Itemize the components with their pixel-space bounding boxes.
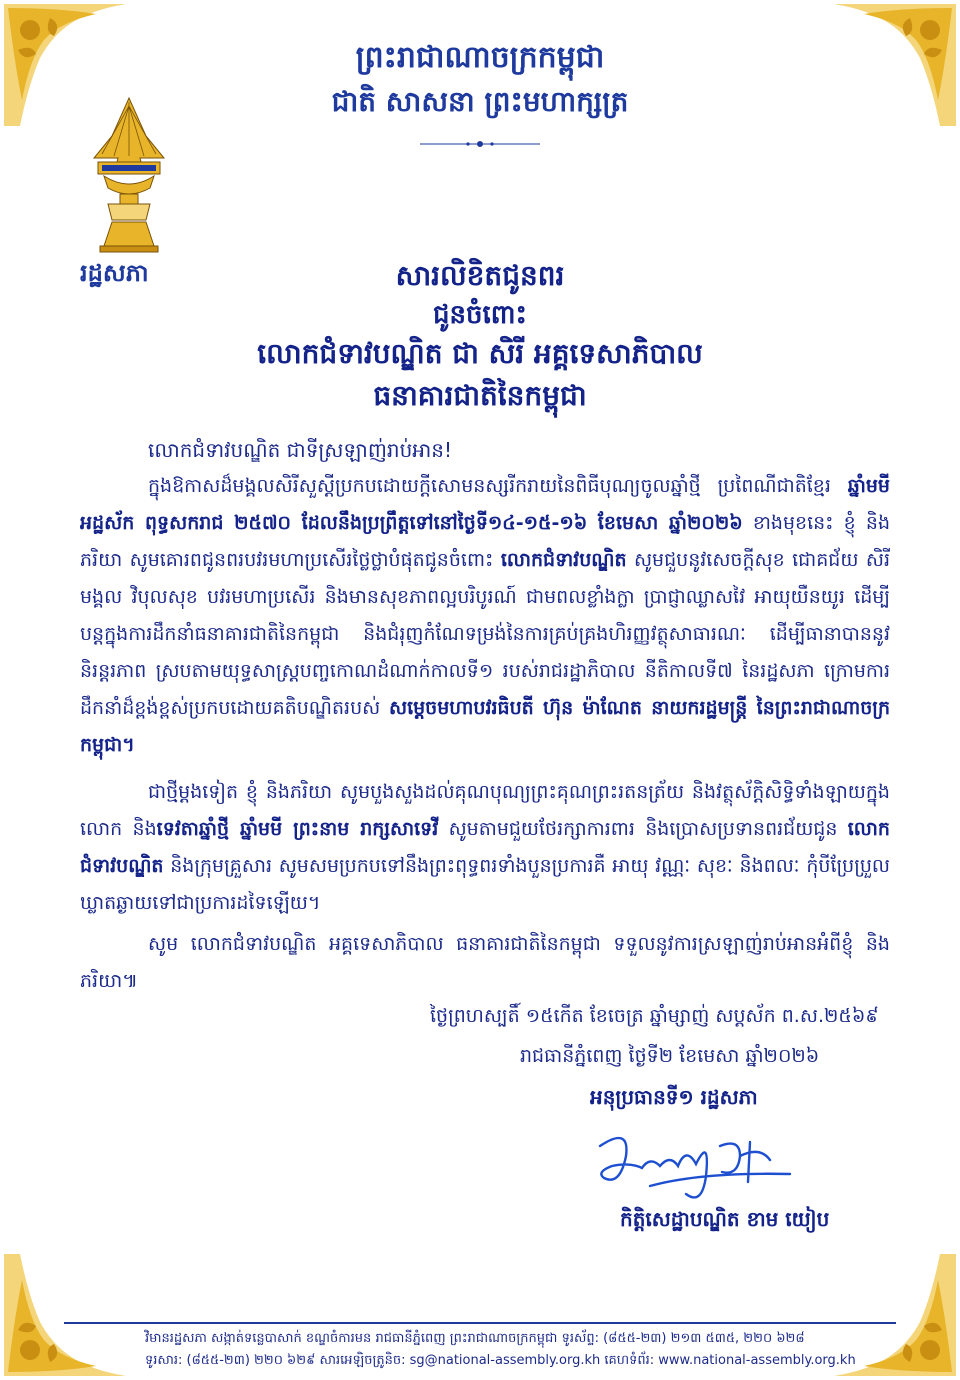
lunar-date: ថ្ងៃព្រហស្បតិ៍ ១៥កើត ខែចេត្រ ឆ្នាំម្សាញ់ សប្តស័ក ព.ស.២៥៦៩ bbox=[430, 1005, 879, 1027]
signature-icon bbox=[590, 1116, 810, 1216]
text-run-bold: ឆ្នាំមមី អដ្ឋស័ក ពុទ្ធសករាជ ២៥៧០ ដែលនឹងប្រព្រឹត្តទៅនៅថ្ងៃទី១៤-១៥-១៦ ខែមេសា ឆ្នាំ២០២៦ bbox=[80, 475, 890, 534]
paragraph-3: សូម លោកជំទាវបណ្ឌិត អគ្គទេសាភិបាល ធនាគារជាតិនៃកម្ពុជា ទទួលនូវការស្រឡាញ់រាប់អានអំពីខ្ញុំ និងភរិយា៕ bbox=[80, 933, 890, 992]
footer-contact: ទូរសារ: (៨៥៥-២៣) ២២០ ៦២៩ សារអេឡិចត្រូនិច: sg@national-assembly.org.kh គេហទំព័រ: www.national-assembly.org.kh bbox=[145, 1353, 856, 1368]
addressee-name: លោកជំទាវបណ្ឌិត ជា សិរី អគ្គទេសាភិបាល bbox=[257, 337, 703, 370]
text-run: សូមជួបនូវសេចក្តីសុខ ជោគជ័យ សិរីមង្គល វិបុលសុខ បវរមហាប្រសើរ និងមានសុខភាពល្អបរិបូរណ៍ ជាមពលខ្លាំងក្លា ប្រាជ្ញាឈ្លាសវៃ អាយុយឺនយូរ ដើម្បីបន្តក្នុងការដឹកនាំធនាគារជាតិនៃកម្ពុជា និងជំរុញកំណែទម្រង់នៃការគ្រប់គ្រងហិរញ្ញវត្ថុសាធារណៈ ដើម្បីធានាបាននូវនិរន្តរភាព ស្របតាមយុទ្ធសាស្ត្របញ្ចកោណដំណាក់កាលទី១ របស់រាជរដ្ឋាភិបាល នីតិកាលទី៧ នៃរដ្ឋសភា ក្រោមការដឹកនាំដ៏ខ្ពង់ខ្ពស់ប្រកបដោយគតិបណ្ឌិតរបស់ bbox=[80, 549, 890, 719]
text-run: និងក្រុមគ្រួសារ សូមសមប្រកបទៅនឹងព្រះពុទ្ធពរទាំងបួនប្រការគឺ អាយុ វណ្ណៈ សុខៈ និងពលៈ កុំបីប្រែប្រួលឃ្លាតឆ្ងាយទៅជាប្រការដទៃឡើយ។ bbox=[80, 855, 890, 914]
text-run: ខាងមុខនេះ ខ្ញុំ និងភរិយា សូមគោរពជូនពរបវរមហាប្រសើរថ្លៃថ្លាបំផុតជូនចំពោះ bbox=[80, 512, 891, 571]
addressee-intro: ជូនចំពោះ bbox=[433, 300, 527, 330]
text-run: សូមតាមជួយថែរក្សាការពារ និងប្រោសប្រទានពរជ័យជូន bbox=[438, 818, 848, 840]
addressee-institution: ធនាគារជាតិនៃកម្ពុជា bbox=[373, 379, 587, 412]
signer-role: អនុប្រធានទី១ រដ្ឋសភា bbox=[590, 1085, 758, 1109]
text-run-bold: លោកជំទាវបណ្ឌិត bbox=[80, 818, 890, 877]
ornament-divider-icon bbox=[420, 140, 540, 148]
paragraph-1 bbox=[80, 468, 890, 764]
text-run-bold: លោកជំទាវបណ្ឌិត bbox=[500, 549, 627, 571]
kingdom-title: ព្រះរាជាណាចក្រកម្ពុជា bbox=[355, 40, 605, 75]
corner-ornament-icon bbox=[0, 1250, 130, 1380]
national-motto: ជាតិ សាសនា ព្រះមហាក្សត្រ bbox=[331, 85, 629, 118]
footer-address: វិមានរដ្ឋសភា សង្កាត់ទន្លេបាសាក់ ខណ្ឌចំការមន រាជធានីភ្នំពេញ ព្រះរាជាណាចក្រកម្ពុជា ទូរស័ព្ទ: (៨៥៥-២៣) ២១៣ ៥៣៥, ២២០ ៦២៨ bbox=[145, 1331, 805, 1346]
footer-divider bbox=[64, 1322, 896, 1324]
salutation: លោកជំទាវបណ្ឌិត ជាទីស្រឡាញ់រាប់អាន! bbox=[148, 438, 453, 462]
national-assembly-emblem-icon bbox=[80, 96, 178, 256]
text-run: ក្នុងឱកាសដ៏មង្គលសិរីសួស្តីប្រកបដោយក្តីសោមនស្សរីករាយនៃពិធីបុណ្យចូលឆ្នាំថ្មី ប្រពៃណីជាតិខ្មែរ bbox=[148, 475, 848, 497]
signer-name: កិត្តិសេដ្ឋាបណ្ឌិត ខាម យៀប bbox=[620, 1207, 830, 1231]
text-run: ជាថ្មីម្តងទៀត ខ្ញុំ និងភរិយា សូមបួងសួងដល់គុណបុណ្យព្រះគុណព្រះរតនត្រ័យ និងវត្ថុស័ក្តិសិទ្ធិទាំងឡាយក្នុងលោក និង bbox=[80, 781, 890, 840]
place-date: រាជធានីភ្នំពេញ ថ្ងៃទី២ ខែមេសា ឆ្នាំ២០២៦ bbox=[520, 1045, 820, 1067]
letter-title: សារលិខិតជូនពរ bbox=[395, 259, 565, 292]
organization-name: រដ្ឋសភា bbox=[80, 259, 149, 287]
text-run-bold: សម្តេចមហាបវរធិបតី ហ៊ុន ម៉ាណែត នាយករដ្ឋមន្ត្រី នៃព្រះរាជាណាចក្រកម្ពុជា។ bbox=[80, 697, 890, 756]
paragraph-2 bbox=[80, 774, 890, 922]
text-run-bold: ទេវតាឆ្នាំថ្មី ឆ្នាំមមី ព្រះនាម រាក្សសាទេវី bbox=[156, 818, 439, 840]
